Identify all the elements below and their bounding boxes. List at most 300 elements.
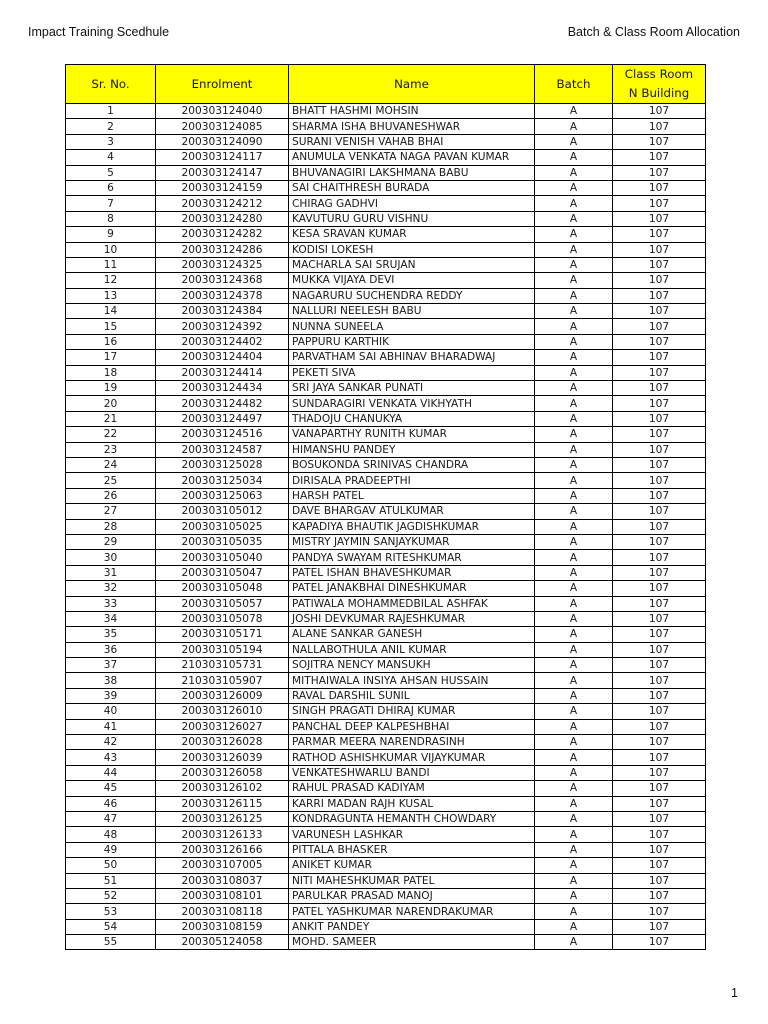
cell-enrolment: 200303126010: [156, 704, 289, 719]
cell-batch: A: [535, 781, 613, 796]
cell-sr-no: 7: [66, 196, 156, 211]
cell-batch: A: [535, 196, 613, 211]
cell-sr-no: 11: [66, 257, 156, 272]
cell-enrolment: 200303105048: [156, 581, 289, 596]
cell-sr-no: 46: [66, 796, 156, 811]
table-row: [66, 257, 706, 272]
cell-sr-no: 9: [66, 227, 156, 242]
cell-classroom: 107: [613, 288, 706, 303]
cell-sr-no: 35: [66, 627, 156, 642]
document-title: Impact Training Scedhule: [28, 25, 170, 39]
cell-batch: A: [535, 673, 613, 688]
cell-classroom: 107: [613, 627, 706, 642]
cell-batch: A: [535, 627, 613, 642]
cell-sr-no: 23: [66, 442, 156, 457]
cell-sr-no: 47: [66, 811, 156, 826]
cell-classroom: 107: [613, 442, 706, 457]
cell-batch: A: [535, 550, 613, 565]
cell-name: HARSH PATEL: [289, 488, 535, 503]
cell-name: RATHOD ASHISHKUMAR VIJAYKUMAR: [289, 750, 535, 765]
table-row: [66, 611, 706, 626]
document-subtitle: Batch & Class Room Allocation: [567, 25, 740, 39]
cell-name: ANIKET KUMAR: [289, 858, 535, 873]
cell-sr-no: 8: [66, 211, 156, 226]
cell-enrolment: 200303105035: [156, 534, 289, 549]
cell-classroom: 107: [613, 381, 706, 396]
cell-enrolment: 200303125034: [156, 473, 289, 488]
table-row: [66, 119, 706, 134]
table-body: [66, 104, 706, 950]
cell-name: SINGH PRAGATI DHIRAJ KUMAR: [289, 704, 535, 719]
cell-batch: A: [535, 442, 613, 457]
cell-enrolment: 200303124085: [156, 119, 289, 134]
table-row: [66, 488, 706, 503]
cell-sr-no: 44: [66, 765, 156, 780]
cell-enrolment: 200303124280: [156, 211, 289, 226]
cell-name: PANDYA SWAYAM RITESHKUMAR: [289, 550, 535, 565]
table-row: [66, 565, 706, 580]
cell-classroom: 107: [613, 134, 706, 149]
header-classroom-line1: Class Room: [624, 67, 694, 81]
table-row: [66, 304, 706, 319]
cell-sr-no: 1: [66, 104, 156, 119]
cell-classroom: 107: [613, 704, 706, 719]
cell-enrolment: 200303124286: [156, 242, 289, 257]
cell-batch: A: [535, 104, 613, 119]
table-row: [66, 427, 706, 442]
cell-classroom: 107: [613, 504, 706, 519]
cell-name: SAI CHAITHRESH BURADA: [289, 180, 535, 195]
cell-batch: A: [535, 334, 613, 349]
cell-enrolment: 200303107005: [156, 858, 289, 873]
cell-name: SUNDARAGIRI VENKATA VIKHYATH: [289, 396, 535, 411]
header-classroom-line2: N Building: [628, 86, 690, 100]
cell-enrolment: 200303124282: [156, 227, 289, 242]
cell-sr-no: 34: [66, 611, 156, 626]
cell-name: MOHD. SAMEER: [289, 935, 535, 950]
cell-sr-no: 10: [66, 242, 156, 257]
cell-sr-no: 36: [66, 642, 156, 657]
cell-classroom: 107: [613, 596, 706, 611]
cell-name: VARUNESH LASHKAR: [289, 827, 535, 842]
cell-enrolment: 200303105194: [156, 642, 289, 657]
cell-classroom: 107: [613, 719, 706, 734]
cell-classroom: 107: [613, 273, 706, 288]
cell-enrolment: 200303126039: [156, 750, 289, 765]
cell-sr-no: 24: [66, 457, 156, 472]
cell-name: NALLURI NEELESH BABU: [289, 304, 535, 319]
cell-classroom: 107: [613, 765, 706, 780]
cell-name: PAPPURU KARTHIK: [289, 334, 535, 349]
cell-batch: A: [535, 519, 613, 534]
cell-enrolment: 200303126009: [156, 688, 289, 703]
cell-enrolment: 200303124587: [156, 442, 289, 457]
table-row: [66, 227, 706, 242]
cell-name: PATIWALA MOHAMMEDBILAL ASHFAK: [289, 596, 535, 611]
cell-classroom: 107: [613, 304, 706, 319]
cell-enrolment: 200303124090: [156, 134, 289, 149]
cell-sr-no: 30: [66, 550, 156, 565]
cell-enrolment: 200303105078: [156, 611, 289, 626]
cell-enrolment: 200303124414: [156, 365, 289, 380]
cell-sr-no: 28: [66, 519, 156, 534]
table-row: [66, 827, 706, 842]
table-row: [66, 935, 706, 950]
cell-batch: A: [535, 565, 613, 580]
cell-enrolment: 200303125028: [156, 457, 289, 472]
table-row: [66, 550, 706, 565]
cell-batch: A: [535, 765, 613, 780]
cell-sr-no: 12: [66, 273, 156, 288]
cell-enrolment: 200303126027: [156, 719, 289, 734]
cell-classroom: 107: [613, 119, 706, 134]
cell-enrolment: 200303108101: [156, 888, 289, 903]
table-row: [66, 504, 706, 519]
cell-batch: A: [535, 365, 613, 380]
cell-batch: A: [535, 796, 613, 811]
cell-name: NALLABOTHULA ANIL KUMAR: [289, 642, 535, 657]
cell-batch: A: [535, 150, 613, 165]
cell-name: KONDRAGUNTA HEMANTH CHOWDARY: [289, 811, 535, 826]
cell-batch: A: [535, 242, 613, 257]
cell-classroom: 107: [613, 334, 706, 349]
table-row: [66, 750, 706, 765]
cell-name: JOSHI DEVKUMAR RAJESHKUMAR: [289, 611, 535, 626]
cell-batch: A: [535, 581, 613, 596]
cell-batch: A: [535, 642, 613, 657]
table-row: [66, 596, 706, 611]
cell-name: DIRISALA PRADEEPTHI: [289, 473, 535, 488]
cell-batch: A: [535, 827, 613, 842]
table-row: [66, 211, 706, 226]
table-row: [66, 273, 706, 288]
cell-enrolment: 200303124434: [156, 381, 289, 396]
cell-sr-no: 41: [66, 719, 156, 734]
cell-enrolment: 200303124117: [156, 150, 289, 165]
cell-enrolment: 200303126125: [156, 811, 289, 826]
cell-batch: A: [535, 288, 613, 303]
cell-enrolment: 200303124325: [156, 257, 289, 272]
cell-batch: A: [535, 165, 613, 180]
cell-enrolment: 210303105907: [156, 673, 289, 688]
cell-name: KAPADIYA BHAUTIK JAGDISHKUMAR: [289, 519, 535, 534]
cell-enrolment: 200303108037: [156, 873, 289, 888]
cell-name: BHATT HASHMI MOHSIN: [289, 104, 535, 119]
cell-batch: A: [535, 473, 613, 488]
cell-sr-no: 42: [66, 735, 156, 750]
page-number: 1: [731, 986, 738, 1000]
table-row: [66, 888, 706, 903]
cell-sr-no: 20: [66, 396, 156, 411]
cell-name: PARVATHAM SAI ABHINAV BHARADWAJ: [289, 350, 535, 365]
table-row: [66, 519, 706, 534]
cell-name: MISTRY JAYMIN SANJAYKUMAR: [289, 534, 535, 549]
table-row: [66, 165, 706, 180]
cell-classroom: 107: [613, 827, 706, 842]
cell-enrolment: 200303124159: [156, 180, 289, 195]
cell-sr-no: 38: [66, 673, 156, 688]
cell-batch: A: [535, 211, 613, 226]
cell-classroom: 107: [613, 488, 706, 503]
cell-classroom: 107: [613, 673, 706, 688]
cell-sr-no: 21: [66, 411, 156, 426]
cell-sr-no: 53: [66, 904, 156, 919]
cell-enrolment: 200303124384: [156, 304, 289, 319]
cell-sr-no: 37: [66, 658, 156, 673]
table-row: [66, 796, 706, 811]
cell-classroom: 107: [613, 811, 706, 826]
header-enrolment: Enrolment: [156, 65, 289, 104]
cell-enrolment: 200303124482: [156, 396, 289, 411]
table-row: [66, 457, 706, 472]
cell-batch: A: [535, 704, 613, 719]
cell-classroom: 107: [613, 150, 706, 165]
table-row: [66, 104, 706, 119]
cell-classroom: 107: [613, 242, 706, 257]
cell-classroom: 107: [613, 534, 706, 549]
cell-sr-no: 14: [66, 304, 156, 319]
cell-classroom: 107: [613, 180, 706, 195]
cell-classroom: 107: [613, 611, 706, 626]
cell-enrolment: 200303105057: [156, 596, 289, 611]
cell-name: VANAPARTHY RUNITH KUMAR: [289, 427, 535, 442]
table-row: [66, 473, 706, 488]
cell-name: PATEL YASHKUMAR NARENDRAKUMAR: [289, 904, 535, 919]
table-row: [66, 242, 706, 257]
table-row: [66, 396, 706, 411]
cell-batch: A: [535, 457, 613, 472]
cell-classroom: 107: [613, 888, 706, 903]
cell-batch: A: [535, 273, 613, 288]
cell-name: NITI MAHESHKUMAR PATEL: [289, 873, 535, 888]
cell-enrolment: 200303126058: [156, 765, 289, 780]
cell-batch: A: [535, 919, 613, 934]
cell-name: VENKATESHWARLU BANDI: [289, 765, 535, 780]
cell-batch: A: [535, 750, 613, 765]
cell-classroom: 107: [613, 750, 706, 765]
cell-classroom: 107: [613, 519, 706, 534]
cell-enrolment: 200303124392: [156, 319, 289, 334]
cell-sr-no: 15: [66, 319, 156, 334]
cell-classroom: 107: [613, 658, 706, 673]
cell-batch: A: [535, 873, 613, 888]
cell-classroom: 107: [613, 427, 706, 442]
cell-enrolment: 200303124497: [156, 411, 289, 426]
table-row: [66, 381, 706, 396]
table-row: [66, 919, 706, 934]
cell-sr-no: 40: [66, 704, 156, 719]
table-row: [66, 719, 706, 734]
cell-classroom: 107: [613, 196, 706, 211]
cell-sr-no: 45: [66, 781, 156, 796]
cell-sr-no: 27: [66, 504, 156, 519]
cell-classroom: 107: [613, 935, 706, 950]
cell-classroom: 107: [613, 457, 706, 472]
cell-sr-no: 5: [66, 165, 156, 180]
cell-enrolment: 200303124404: [156, 350, 289, 365]
table-row: [66, 365, 706, 380]
table-row: [66, 673, 706, 688]
table-row: [66, 334, 706, 349]
cell-batch: A: [535, 319, 613, 334]
cell-name: PARMAR MEERA NARENDRASINH: [289, 735, 535, 750]
cell-classroom: 107: [613, 396, 706, 411]
cell-name: MITHAIWALA INSIYA AHSAN HUSSAIN: [289, 673, 535, 688]
table-header-row: [66, 65, 706, 104]
cell-batch: A: [535, 719, 613, 734]
cell-batch: A: [535, 596, 613, 611]
table-row: [66, 658, 706, 673]
cell-sr-no: 29: [66, 534, 156, 549]
cell-name: PATEL ISHAN BHAVESHKUMAR: [289, 565, 535, 580]
cell-batch: A: [535, 534, 613, 549]
table-row: [66, 581, 706, 596]
table-row: [66, 781, 706, 796]
table-row: [66, 765, 706, 780]
cell-name: BOSUKONDA SRINIVAS CHANDRA: [289, 457, 535, 472]
cell-sr-no: 4: [66, 150, 156, 165]
allocation-table: [65, 64, 706, 950]
cell-name: NAGARURU SUCHENDRA REDDY: [289, 288, 535, 303]
cell-sr-no: 6: [66, 180, 156, 195]
cell-sr-no: 17: [66, 350, 156, 365]
cell-batch: A: [535, 396, 613, 411]
cell-enrolment: 200303125063: [156, 488, 289, 503]
cell-name: THADOJU CHANUKYA: [289, 411, 535, 426]
cell-sr-no: 3: [66, 134, 156, 149]
cell-batch: A: [535, 935, 613, 950]
cell-classroom: 107: [613, 919, 706, 934]
cell-classroom: 107: [613, 781, 706, 796]
cell-batch: A: [535, 658, 613, 673]
cell-classroom: 107: [613, 642, 706, 657]
cell-batch: A: [535, 735, 613, 750]
table-row: [66, 811, 706, 826]
cell-sr-no: 16: [66, 334, 156, 349]
cell-sr-no: 25: [66, 473, 156, 488]
cell-classroom: 107: [613, 411, 706, 426]
cell-name: PANCHAL DEEP KALPESHBHAI: [289, 719, 535, 734]
cell-sr-no: 51: [66, 873, 156, 888]
cell-batch: A: [535, 688, 613, 703]
cell-batch: A: [535, 411, 613, 426]
cell-classroom: 107: [613, 858, 706, 873]
cell-sr-no: 39: [66, 688, 156, 703]
cell-enrolment: 200303105040: [156, 550, 289, 565]
cell-sr-no: 18: [66, 365, 156, 380]
cell-classroom: 107: [613, 688, 706, 703]
cell-classroom: 107: [613, 796, 706, 811]
cell-enrolment: 200303108118: [156, 904, 289, 919]
cell-enrolment: 200303124378: [156, 288, 289, 303]
cell-batch: A: [535, 858, 613, 873]
cell-batch: A: [535, 488, 613, 503]
cell-enrolment: 200303124212: [156, 196, 289, 211]
cell-sr-no: 52: [66, 888, 156, 903]
table-row: [66, 196, 706, 211]
cell-name: PATEL JANAKBHAI DINESHKUMAR: [289, 581, 535, 596]
cell-enrolment: 200303105025: [156, 519, 289, 534]
cell-sr-no: 49: [66, 842, 156, 857]
cell-classroom: 107: [613, 581, 706, 596]
cell-sr-no: 2: [66, 119, 156, 134]
cell-name: NUNNA SUNEELA: [289, 319, 535, 334]
cell-name: ANKIT PANDEY: [289, 919, 535, 934]
cell-classroom: 107: [613, 257, 706, 272]
header-name: Name: [289, 65, 535, 104]
cell-name: SURANI VENISH VAHAB BHAI: [289, 134, 535, 149]
table-row: [66, 642, 706, 657]
cell-enrolment: 200305124058: [156, 935, 289, 950]
cell-batch: A: [535, 381, 613, 396]
cell-classroom: 107: [613, 842, 706, 857]
cell-enrolment: 200303126102: [156, 781, 289, 796]
cell-classroom: 107: [613, 565, 706, 580]
table-row: [66, 688, 706, 703]
cell-classroom: 107: [613, 735, 706, 750]
cell-enrolment: 200303105012: [156, 504, 289, 519]
cell-classroom: 107: [613, 904, 706, 919]
table-row: [66, 350, 706, 365]
cell-name: ANUMULA VENKATA NAGA PAVAN KUMAR: [289, 150, 535, 165]
table-row: [66, 180, 706, 195]
cell-enrolment: 210303105731: [156, 658, 289, 673]
table-row: [66, 288, 706, 303]
cell-enrolment: 200303126166: [156, 842, 289, 857]
cell-name: PEKETI SIVA: [289, 365, 535, 380]
cell-enrolment: 200303124147: [156, 165, 289, 180]
cell-name: DAVE BHARGAV ATULKUMAR: [289, 504, 535, 519]
cell-sr-no: 33: [66, 596, 156, 611]
cell-name: RAHUL PRASAD KADIYAM: [289, 781, 535, 796]
table-row: [66, 858, 706, 873]
cell-sr-no: 32: [66, 581, 156, 596]
cell-sr-no: 19: [66, 381, 156, 396]
cell-classroom: 107: [613, 350, 706, 365]
cell-classroom: 107: [613, 319, 706, 334]
cell-name: KARRI MADAN RAJH KUSAL: [289, 796, 535, 811]
cell-name: PARULKAR PRASAD MANOJ: [289, 888, 535, 903]
table-row: [66, 134, 706, 149]
cell-enrolment: 200303124368: [156, 273, 289, 288]
cell-enrolment: 200303108159: [156, 919, 289, 934]
cell-classroom: 107: [613, 873, 706, 888]
cell-name: SRI JAYA SANKAR PUNATI: [289, 381, 535, 396]
cell-sr-no: 54: [66, 919, 156, 934]
cell-name: KESA SRAVAN KUMAR: [289, 227, 535, 242]
table-row: [66, 627, 706, 642]
cell-enrolment: 200303105047: [156, 565, 289, 580]
cell-enrolment: 200303105171: [156, 627, 289, 642]
cell-batch: A: [535, 257, 613, 272]
cell-enrolment: 200303124402: [156, 334, 289, 349]
cell-enrolment: 200303126133: [156, 827, 289, 842]
cell-enrolment: 200303126115: [156, 796, 289, 811]
header-classroom: [613, 65, 706, 104]
table-row: [66, 534, 706, 549]
cell-sr-no: 55: [66, 935, 156, 950]
cell-classroom: 107: [613, 365, 706, 380]
table-row: [66, 411, 706, 426]
cell-batch: A: [535, 904, 613, 919]
table-row: [66, 873, 706, 888]
cell-enrolment: 200303124040: [156, 104, 289, 119]
cell-name: MACHARLA SAI SRUJAN: [289, 257, 535, 272]
cell-batch: A: [535, 888, 613, 903]
cell-classroom: 107: [613, 550, 706, 565]
cell-enrolment: 200303124516: [156, 427, 289, 442]
table-row: [66, 704, 706, 719]
